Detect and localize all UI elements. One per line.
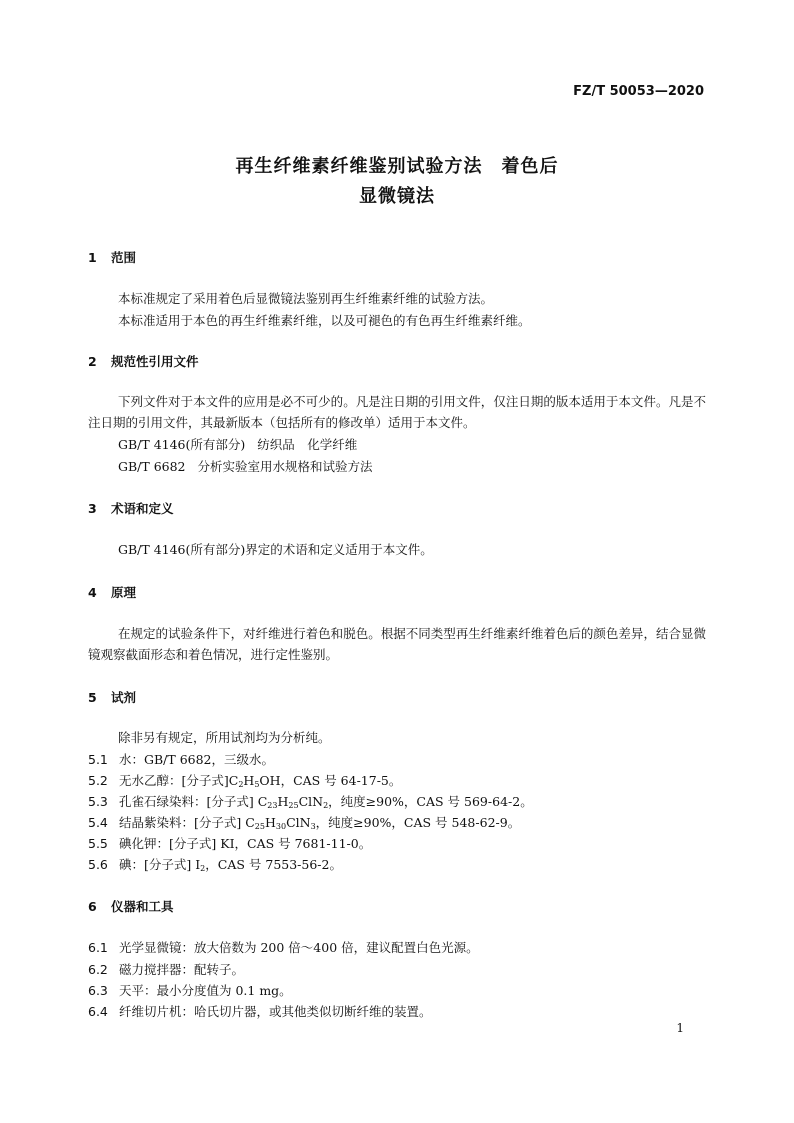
item-number: 5.6 [88, 857, 108, 872]
section-2-heading [88, 352, 199, 370]
section-title: 术语和定义 [111, 501, 174, 516]
section-number: 2 [88, 354, 97, 369]
item-number: 6.4 [88, 1004, 108, 1019]
item-number: 6.1 [88, 940, 108, 955]
page-number: 1 [676, 1021, 684, 1035]
section-title: 范围 [111, 250, 137, 265]
section-title: 原理 [111, 585, 137, 600]
section-3-heading [88, 499, 174, 517]
section-title: 试剂 [111, 690, 137, 705]
item-text: 孔雀石绿染料：[分子式] $C_{23}H_{25}ClN_2$，纯度≥90%，CAS 号 569-64-2。 [119, 794, 533, 810]
document-title-line-2: 显微镜法 [359, 186, 435, 207]
document-title-line-1: 再生纤维素纤维鉴别试验方法 着色后 [235, 156, 559, 177]
normative-reference-1 [118, 435, 357, 453]
section-5-heading [88, 688, 136, 706]
reagent-item [88, 855, 342, 873]
item-text: 结晶紫染料：[分子式] $C_{25}H_{30}ClN_3$，纯度≥90%，CAS 号 548-62-9。 [119, 815, 521, 831]
section-6-heading [88, 897, 174, 915]
reference-title: 分析实验室用水规格和试验方法 [197, 459, 373, 474]
reagent-item [88, 813, 520, 831]
apparatus-item [88, 938, 479, 956]
item-text: 水：GB/T 6682，三级水。 [119, 752, 275, 767]
reagent-item [88, 792, 533, 810]
item-number: 5.1 [88, 752, 108, 767]
paragraph: 下列文件对于本文件的应用是必不可少的。凡是注日期的引用文件，仅注日期的版本适用于本文件。凡是不注日期的引用文件，其最新版本（包括所有的修改单）适用于本文件。 [88, 394, 706, 430]
apparatus-item [88, 981, 292, 999]
paragraph: 在规定的试验条件下，对纤维进行着色和脱色。根据不同类型再生纤维素纤维着色后的颜色差异，结合显微镜观察截面形态和着色情况，进行定性鉴别。 [88, 626, 706, 662]
item-number: 6.3 [88, 983, 108, 998]
paragraph: 除非另有规定，所用试剂均为分析纯。 [118, 730, 331, 745]
item-text: 光学显微镜：放大倍数为 200 倍～400 倍，建议配置白色光源。 [119, 940, 479, 955]
reagent-item [88, 834, 371, 852]
reagent-item [88, 750, 274, 768]
section-1-heading [88, 248, 136, 266]
section-number: 5 [88, 690, 97, 705]
paragraph: 本标准适用于本色的再生纤维素纤维，以及可褪色的有色再生纤维素纤维。 [118, 313, 531, 328]
reagent-item [88, 771, 401, 789]
reference-code: GB/T 4146(所有部分) [118, 437, 246, 452]
item-number: 6.2 [88, 962, 108, 977]
item-text: 碘：[分子式] $I_2$，CAS 号 7553-56-2。 [119, 857, 342, 873]
normative-reference-2 [118, 457, 373, 475]
item-text: 磁力搅拌器：配转子。 [119, 962, 245, 977]
item-number: 5.4 [88, 815, 108, 830]
item-text: 碘化钾：[分子式] KI，CAS 号 7681-11-0。 [119, 836, 372, 851]
item-number: 5.5 [88, 836, 108, 851]
standard-number: FZ/T 50053—2020 [573, 84, 704, 99]
section-number: 4 [88, 585, 97, 600]
section-title: 规范性引用文件 [111, 354, 199, 369]
section-number: 6 [88, 899, 97, 914]
item-number: 5.2 [88, 773, 108, 788]
reference-title: 纺织品 化学纤维 [257, 437, 358, 452]
paragraph: 本标准规定了采用着色后显微镜法鉴别再生纤维素纤维的试验方法。 [118, 291, 494, 306]
paragraph: GB/T 4146(所有部分)界定的术语和定义适用于本文件。 [118, 542, 433, 557]
section-number: 1 [88, 250, 97, 265]
item-text: 无水乙醇：[分子式]$C_2H_5OH$，CAS 号 64-17-5。 [119, 773, 402, 789]
apparatus-item [88, 1002, 432, 1020]
item-text: 天平：最小分度值为 0.1 mg。 [119, 983, 292, 998]
apparatus-item [88, 960, 244, 978]
section-title: 仪器和工具 [111, 899, 174, 914]
section-4-heading [88, 583, 136, 601]
item-text: 纤维切片机：哈氏切片器，或其他类似切断纤维的装置。 [119, 1004, 432, 1019]
section-number: 3 [88, 501, 97, 516]
reference-code: GB/T 6682 [118, 459, 186, 474]
item-number: 5.3 [88, 794, 108, 809]
